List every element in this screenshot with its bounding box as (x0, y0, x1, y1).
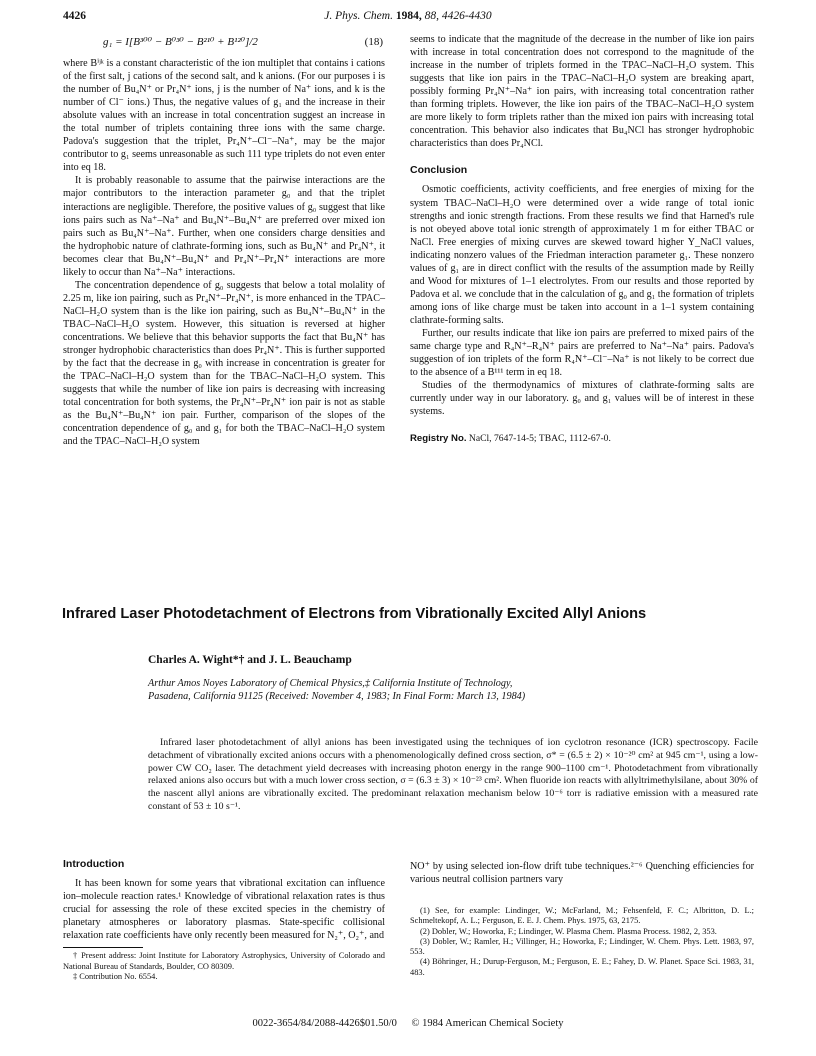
conclusion-paragraph: Further, our results indicate that like ion pairs are preferred to mixed pairs of the same charge type and R₄N⁺–R₄N⁺ pairs are preferred to Na⁺–Na⁺ pairs. Padova's suggestion of ion triplets of the form R₄N⁺–Cl⁻–Na⁺ is not likely to be correct due to the absence of a B¹¹¹ term in eq 18. (410, 327, 754, 379)
footer-copyright: © 1984 American Chemical Society (411, 1018, 564, 1029)
introduction-heading: Introduction (63, 858, 125, 870)
registry-numbers (410, 432, 754, 445)
intro-paragraph-continued: NO⁺ by using selected ion-flow drift tube techniques.²⁻⁶ Quenching efficiencies for various neutral collision partners vary (410, 861, 754, 886)
footnote: † Present address: Joint Institute for Laboratory Astrophysics, University of Colorado and National Bureau of Standards, Boulder, CO 80309. (63, 951, 385, 971)
page-number: 4426 (63, 10, 86, 22)
right-paragraph: seems to indicate that the magnitude of the decrease in the number of like ion pairs with increase in total concentration does not correspond to the magnitude of the increase in the number of triplets formed in the TPAC–NaCl–H₂O system. This suggests that like ion pairs in the TPAC–NaCl–H₂O system are breaking apart, possibly forming Pr₄N⁺–Na⁺ ion pairs, with increasing total concentration rather than forming triplets. However, the like ion pairs of the TBAC–NaCl–H₂O system are more likely to form triplets rather than the mixed ion pairs with increasing total concentration. This behavior also indicates that Bu₄NCl has stronger hydrophobic characteristics than does Pr₄NCl. (410, 34, 754, 150)
left-paragraph: It is probably reasonable to assume that the pairwise interactions are the major contributors to the interaction parameter g₀ and that the triplet interactions are negligible. Therefore, the positive values of g₀ suggest that like ions pairs such as Na⁺–Na⁺ and Bu₄N⁺–Bu₄N⁺ are preferred over mixed ion pairs such as Bu₄N⁺–Na⁺. Further, when one considers charge densities and the hydrophobic nature of clathrate-forming ions, such as Bu₄N⁺ and Pr₄N⁺, it becomes clear that Bu₄N⁺–Bu₄N⁺ and Pr₄N⁺–Pr₄N⁺ interactions are more likely to occur than Na⁺–Na⁺ interactions. (63, 175, 385, 278)
footer-code: 0022-3654/84/2088-4426$01.50/0 (252, 1018, 397, 1029)
left-paragraph: where Bⁱʲᵏ is a constant characteristic of the ion multiplet that contains i cations of the first salt, j cations of the second salt, and k anions. (For our purposes i is the number of Bu₄N⁺ or Pr₄N⁺ ions, j is the number of Na⁺ ions, and k is the number of Cl⁻ ions.) Thus, the negative values of g₁ and the increase in their absolute values with an increase in total concentration suggest an increase in the total number of triplets containing three ions with the same charge. Padova's suggestion that the triplet, Pr₄N⁺–Cl⁻–Na⁺, may be the major contributor to g₁ seems unreasonable as such 111 type triplets do not even enter into eq 18. (63, 58, 385, 174)
affiliation-line: Arthur Amos Noyes Laboratory of Chemical Physics,‡ California Institute of Technology, (148, 678, 513, 689)
reference-item: (2) Dobler, W.; Howorka, F.; Lindinger, W. Plasma Chem. Plasma Process. 1982, 2, 353. (420, 926, 717, 936)
journal-volume-pages: 88, 4426-4430 (424, 10, 492, 22)
intro-paragraph: It has been known for some years that vibrational excitation can influence ion–molecule reaction rates.¹ Knowledge of vibrational relaxation rates is thus crucial for assessing the role of these excited species in the chemistry of planetary atmospheres or laboratory plasmas. State-specific collisional relaxation rate coefficients have only recently been measured for N₂⁺, O₂⁺, and (63, 878, 385, 942)
registry-text: NaCl, 7647-14-5; TBAC, 1112-67-0. (468, 433, 611, 445)
journal-citation (63, 10, 753, 22)
intro-column-left (63, 858, 385, 982)
article-abstract: Infrared laser photodetachment of allyl anions has been investigated using the techniques of ion cyclotron resonance (ICR) spectroscopy. Facile detachment of vibrationally excited anions occurs with a phenomenologically defined cross section, σ* = (6.5 ± 2) × 10⁻²⁰ cm² at 945 cm⁻¹, using a low-power CW CO₂ laser. The detachment yield decreases with increasing photon energy in the range 900–1100 cm⁻¹. Photodetachment from vibrationally relaxed anions also occurs but with a much lower cross section, σ = (6.3 ± 3) × 10⁻²³ cm². When fluoride ion reacts with allyltrimethylsilane, about 30% of the nascent allyl anions are vibrationally excited. The predominant relaxation mechanism below 10⁻⁶ torr is radiative emission with a measured rate constant of 53 ± 10 s⁻¹. (148, 737, 758, 812)
conclusion-paragraph: Studies of the thermodynamics of mixtures of clathrate-forming salts are currently under way in our laboratory. g₀ and g₁ values will be of interest in these systems. (410, 380, 754, 418)
journal-year: 1984, (395, 10, 422, 22)
reference-item: (1) See, for example: Lindinger, W.; McFarland, M.; Fehsenfeld, F. C.; Albritton, D. L.; Schmeltekopf, A. L.; Ferguson, E. E. J. Chem. Phys. 1975, 63, 2175. (410, 906, 754, 926)
equation-number: (18) (364, 36, 383, 48)
article-authors: Charles A. Wight*† and J. L. Beauchamp (148, 654, 352, 666)
reference-item: (4) Böhringer, H.; Durup-Ferguson, M.; Ferguson, E. E.; Fahey, D. W. Planet. Space Sci. 1983, 31, 483. (410, 957, 754, 977)
author-footnotes (63, 951, 385, 982)
left-column (63, 33, 385, 448)
page-header (63, 10, 753, 28)
conclusion-paragraph: Osmotic coefficients, activity coefficients, and free energies of mixing for the system TBAC–NaCl–H₂O were determined over a wide range of total ionic strengths and ionic strength fractions. From these results we find that Harned's rule is not obeyed above total ionic strength of approximately 1 m for either TBAC or NaCl. Free energies of mixing curves are skewed toward higher Y_NaCl values, indicating nonzero values of the Friedman interaction parameter g₁. These nonzero values of g₁ are in direct conflict with the results of the assumption made by Reilly and Wood for mixtures of 1–1 electrolytes. From our results and those reported by Padova et al. we conclude that in the calculation of g₀ and g₁ the formation of triplets among ions of like charge must be taken into account in a 1–1 system containing clathrate-forming salts. (410, 184, 754, 326)
intro-column-right (410, 860, 754, 886)
reference-item: (3) Dobler, W.; Ramler, H.; Villinger, H.; Howorka, F.; Lindinger, W. Chem. Phys. Lett. 1983, 97, 553. (410, 936, 754, 957)
page-footer (0, 1018, 816, 1029)
left-paragraph: The concentration dependence of g₀ suggests that below a total molality of 2.25 m, like ion pairing, such as Pr₄N⁺–Pr₄N⁺, is more enhanced in the TPAC–NaCl–H₂O system than is the like ion pairing, such as Bu₄N⁺–Bu₄N⁺ in the TBAC–NaCl–H₂O system. However, this situation is reversed at higher concentrations. We believe that this behavior supports the fact that Bu₄N⁺ has stronger hydrophobic characteristics than does Pr₄N⁺. This is further supported by the fact that the decrease in g₀ with increase in concentration is greater for the TPAC–NaCl–H₂O system than for the TBAC–NaCl–H₂O system. This suggests that while the number of like ion pairs is decreasing with increasing total concentration for both systems, the Pr₄N⁺–Pr₄N⁺ ion pair is not as stable as the Bu₄N⁺–Bu₄N⁺ ion pair. Further, comparison of the slopes of the concentration dependence of g₀ and g₁ for both the TBAC–NaCl–H₂O system and the TPAC–NaCl–H₂O system (63, 279, 385, 448)
references (410, 906, 754, 978)
registry-label: Registry No. (410, 433, 467, 445)
right-column (410, 33, 754, 445)
equation-expression: g₁ = I[B³⁰⁰ − B⁰³⁰ − B²¹⁰ + B¹²⁰]/2 (103, 36, 258, 48)
affiliation-line: Pasadena, California 91125 (Received: November 4, 1983; In Final Form: March 13, 1984) (148, 691, 526, 702)
article-affiliation (148, 677, 728, 703)
equation-18 (63, 33, 385, 57)
article-title: Infrared Laser Photodetachment of Electrons from Vibrationally Excited Allyl Anions (62, 606, 647, 622)
footnote-rule (63, 947, 143, 948)
conclusion-heading: Conclusion (410, 164, 468, 177)
journal-name: J. Phys. Chem. (324, 10, 393, 22)
footnote: ‡ Contribution No. 6554. (73, 971, 158, 981)
